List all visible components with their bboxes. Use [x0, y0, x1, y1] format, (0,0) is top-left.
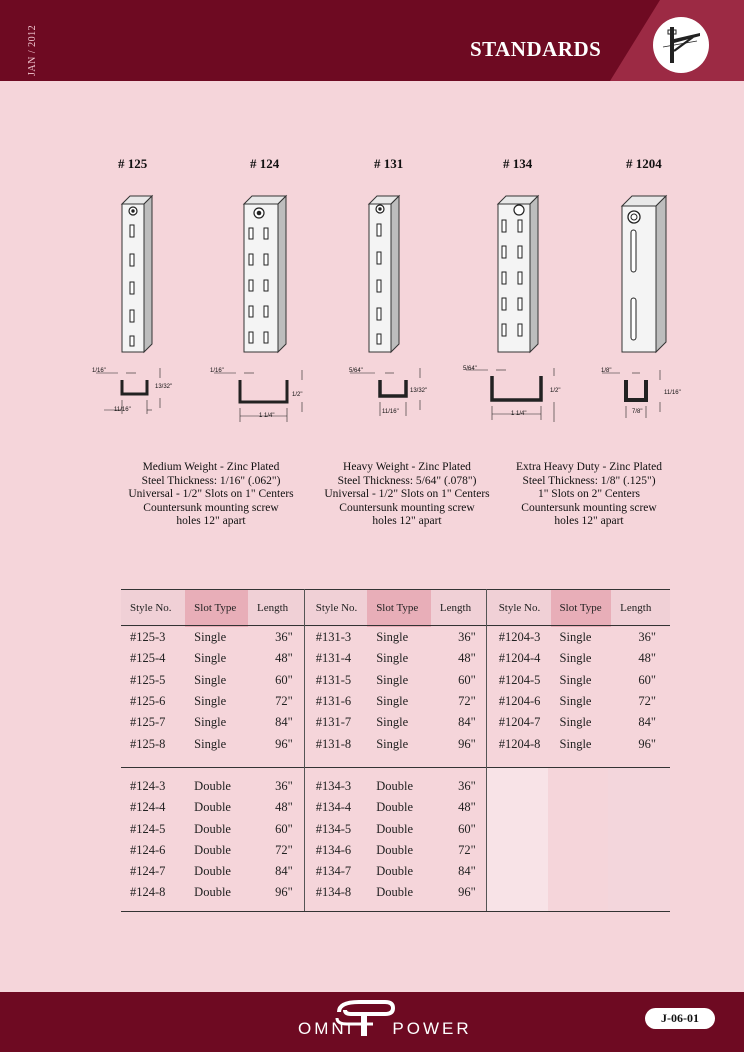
cell-length: 96" [458, 885, 476, 900]
header-slot-type: Slot Type [367, 589, 431, 627]
cell-slot-type: Single [376, 651, 409, 666]
cell-slot-type: Single [376, 630, 409, 645]
cell-slot-type: Double [376, 821, 413, 836]
cell-style-no: #1204-8 [498, 736, 541, 751]
cell-length [611, 861, 670, 882]
cell-length: 60" [458, 672, 476, 687]
header-slot-type: Slot Type [551, 589, 612, 627]
cell-style-no: #125-5 [130, 672, 166, 687]
dim-134-width: 1 1/4" [511, 411, 527, 417]
cell-style-no [490, 840, 551, 861]
cell-length: 84" [275, 715, 293, 730]
cell-slot-type [551, 840, 612, 861]
cell-style-no: #1204-4 [498, 651, 541, 666]
table-header-row [121, 589, 670, 627]
table-column-divider [304, 589, 305, 911]
dim-1204-width: 7/8" [632, 409, 643, 415]
cell-slot-type: Single [559, 630, 592, 645]
table-row [121, 691, 670, 712]
cell-slot-type: Single [559, 715, 592, 730]
cell-slot-type: Single [376, 694, 409, 709]
cell-length [611, 797, 670, 818]
cell-length: 60" [275, 672, 293, 687]
dim-124-height: 1/2" [292, 392, 303, 398]
table-header-rule [121, 625, 670, 626]
cell-slot-type: Double [376, 800, 413, 815]
cell-style-no: #124-7 [130, 864, 166, 879]
cell-style-no: #124-3 [130, 778, 166, 793]
shelf-bracket-icon [653, 17, 709, 73]
table-bottom-rule [121, 911, 670, 912]
header-length: Length [431, 589, 490, 627]
issue-date: JAN / 2012 [27, 24, 38, 76]
table-row [121, 627, 670, 648]
cell-length: 36" [458, 778, 476, 793]
page-title: STANDARDS [470, 37, 602, 61]
cell-slot-type: Double [376, 885, 413, 900]
cell-style-no: #134-6 [315, 842, 352, 857]
header-style-no: Style No. [490, 589, 551, 627]
page-header [0, 0, 744, 81]
cell-length: 72" [275, 694, 293, 709]
standard-rail-125-image [118, 192, 158, 356]
cell-style-no: #124-4 [130, 800, 166, 815]
cell-style-no: #124-5 [130, 821, 166, 836]
cell-length: 48" [458, 800, 476, 815]
header-style-no: Style No. [307, 589, 367, 627]
cell-slot-type: Single [194, 736, 227, 751]
cell-style-no: #125-8 [130, 736, 166, 751]
cell-style-no [490, 861, 551, 882]
specifications-table [121, 589, 670, 904]
cell-style-no [490, 882, 551, 903]
dim-124-thickness: 1/16" [210, 368, 224, 374]
cell-style-no: #131-4 [315, 651, 352, 666]
table-row [121, 712, 670, 733]
cell-length: 60" [458, 821, 476, 836]
standard-rail-134-image [494, 192, 544, 356]
header-slot-type: Slot Type [185, 589, 248, 627]
cell-style-no [490, 818, 551, 839]
dim-124-width: 1 1/4" [259, 413, 275, 419]
product-label-125: # 125 [118, 156, 148, 171]
standard-rail-1204-image [618, 192, 672, 356]
description-extra-heavy-duty: Extra Heavy Duty - Zinc Plated Steel Thickness: 1/8" (.125") 1" Slots on 2" Centers Countersunk mounting screw holes 12" apart [516, 461, 662, 528]
cell-length: 84" [638, 715, 656, 730]
cell-slot-type: Single [194, 630, 227, 645]
cell-slot-type: Double [376, 842, 413, 857]
cell-style-no: #125-7 [130, 715, 166, 730]
cell-style-no: #134-3 [315, 778, 352, 793]
cell-length: 96" [275, 736, 293, 751]
table-row [121, 670, 670, 691]
cell-length: 72" [458, 842, 476, 857]
cell-length: 96" [638, 736, 656, 751]
header-slant-accent [0, 0, 744, 81]
cell-length: 84" [458, 715, 476, 730]
table-row [121, 818, 670, 839]
header-style-no: Style No. [121, 589, 185, 627]
table-column-divider [486, 589, 487, 911]
cell-length [611, 818, 670, 839]
cell-style-no: #131-5 [315, 672, 352, 687]
cell-style-no: #1204-5 [498, 672, 541, 687]
cell-slot-type: Double [194, 842, 231, 857]
table-row [121, 882, 670, 903]
cell-slot-type: Single [194, 715, 227, 730]
product-label-131: # 131 [374, 156, 404, 171]
dim-125-width: 11/16" [114, 407, 131, 413]
cell-slot-type [551, 797, 612, 818]
cell-slot-type: Double [376, 864, 413, 879]
cell-slot-type: Double [194, 885, 231, 900]
cell-length: 60" [275, 821, 293, 836]
cell-length [611, 840, 670, 861]
dim-131-height: 13/32" [410, 388, 428, 394]
cell-slot-type: Single [559, 694, 592, 709]
product-label-134: # 134 [503, 156, 533, 171]
cell-slot-type: Single [194, 694, 227, 709]
product-label-124: # 124 [250, 156, 280, 171]
cell-slot-type: Double [376, 778, 413, 793]
cell-slot-type: Double [194, 864, 231, 879]
cell-style-no: #134-8 [315, 885, 352, 900]
cell-length: 60" [638, 672, 656, 687]
cell-length: 72" [638, 694, 656, 709]
dim-131-thickness: 5/64" [349, 368, 363, 374]
cell-style-no [490, 797, 551, 818]
cell-slot-type [551, 861, 612, 882]
brand-name-left: OMNI [298, 1019, 355, 1038]
cell-slot-type [551, 776, 612, 797]
dim-134-thickness: 5/64" [463, 366, 477, 372]
cell-style-no: #134-4 [315, 800, 352, 815]
table-group-rule [121, 767, 670, 768]
header-length: Length [248, 589, 307, 627]
cell-length: 96" [458, 736, 476, 751]
standard-rail-124-image [240, 192, 292, 356]
brand-name-right: POWER [392, 1019, 472, 1038]
table-row [121, 840, 670, 861]
cell-style-no: #131-8 [315, 736, 352, 751]
cell-length: 48" [275, 651, 293, 666]
cell-style-no: #125-6 [130, 694, 166, 709]
cell-length: 48" [458, 651, 476, 666]
cell-style-no: #131-6 [315, 694, 352, 709]
cell-length: 36" [458, 630, 476, 645]
cell-slot-type: Single [194, 651, 227, 666]
dim-134-height: 1/2" [550, 388, 561, 394]
cell-style-no: #124-8 [130, 885, 166, 900]
cell-length: 84" [458, 864, 476, 879]
dim-1204-height: 11/16" [664, 390, 681, 396]
cell-style-no: #131-3 [315, 630, 352, 645]
cell-length: 36" [638, 630, 656, 645]
cell-length: 72" [458, 694, 476, 709]
table-top-rule [121, 589, 670, 590]
cell-slot-type: Double [194, 778, 231, 793]
cell-style-no: #134-7 [315, 864, 352, 879]
cell-slot-type: Double [194, 821, 231, 836]
cell-length [611, 776, 670, 797]
cell-style-no: #125-4 [130, 651, 166, 666]
cell-slot-type: Single [376, 736, 409, 751]
cell-style-no: #1204-7 [498, 715, 541, 730]
cell-length [611, 882, 670, 903]
dim-1204-thickness: 1/8" [601, 368, 612, 374]
standard-rail-131-image [365, 192, 405, 356]
cell-slot-type: Single [559, 736, 592, 751]
cell-slot-type: Single [376, 715, 409, 730]
table-row [121, 797, 670, 818]
cell-length: 36" [275, 778, 293, 793]
table-row [121, 648, 670, 669]
dim-125-thickness: 1/16" [92, 368, 106, 374]
cell-style-no [490, 776, 551, 797]
cell-slot-type [551, 882, 612, 903]
cell-length: 84" [275, 864, 293, 879]
cell-style-no: #1204-6 [498, 694, 541, 709]
table-row [121, 776, 670, 797]
page-code-badge: J-06-01 [645, 1008, 715, 1029]
description-medium-weight: Medium Weight - Zinc Plated Steel Thickness: 1/16" (.062") Universal - 1/2" Slots on 1" Centers Countersunk mounting screw holes 12" apart [128, 461, 294, 528]
cell-slot-type: Double [194, 800, 231, 815]
cell-style-no: #131-7 [315, 715, 352, 730]
cell-length: 96" [275, 885, 293, 900]
dim-131-width: 11/16" [382, 409, 399, 415]
cell-style-no: #125-3 [130, 630, 166, 645]
product-label-1204: # 1204 [626, 156, 662, 171]
cell-slot-type: Single [559, 651, 592, 666]
cell-slot-type: Single [376, 672, 409, 687]
brand-name [298, 1019, 472, 1039]
dim-125-height: 13/32" [155, 384, 173, 390]
table-row [121, 733, 670, 754]
cell-slot-type: Single [194, 672, 227, 687]
table-row [121, 861, 670, 882]
cell-length: 48" [275, 800, 293, 815]
cell-slot-type: Single [559, 672, 592, 687]
cell-slot-type [551, 818, 612, 839]
cell-style-no: #134-5 [315, 821, 352, 836]
cell-style-no: #124-6 [130, 842, 166, 857]
cell-length: 36" [275, 630, 293, 645]
cell-length: 48" [638, 651, 656, 666]
cell-length: 72" [275, 842, 293, 857]
description-heavy-weight: Heavy Weight - Zinc Plated Steel Thickness: 5/64" (.078") Universal - 1/2" Slots on 1" Centers Countersunk mounting screw holes 12" apart [324, 461, 490, 528]
header-length: Length [611, 589, 670, 627]
cell-style-no: #1204-3 [498, 630, 541, 645]
